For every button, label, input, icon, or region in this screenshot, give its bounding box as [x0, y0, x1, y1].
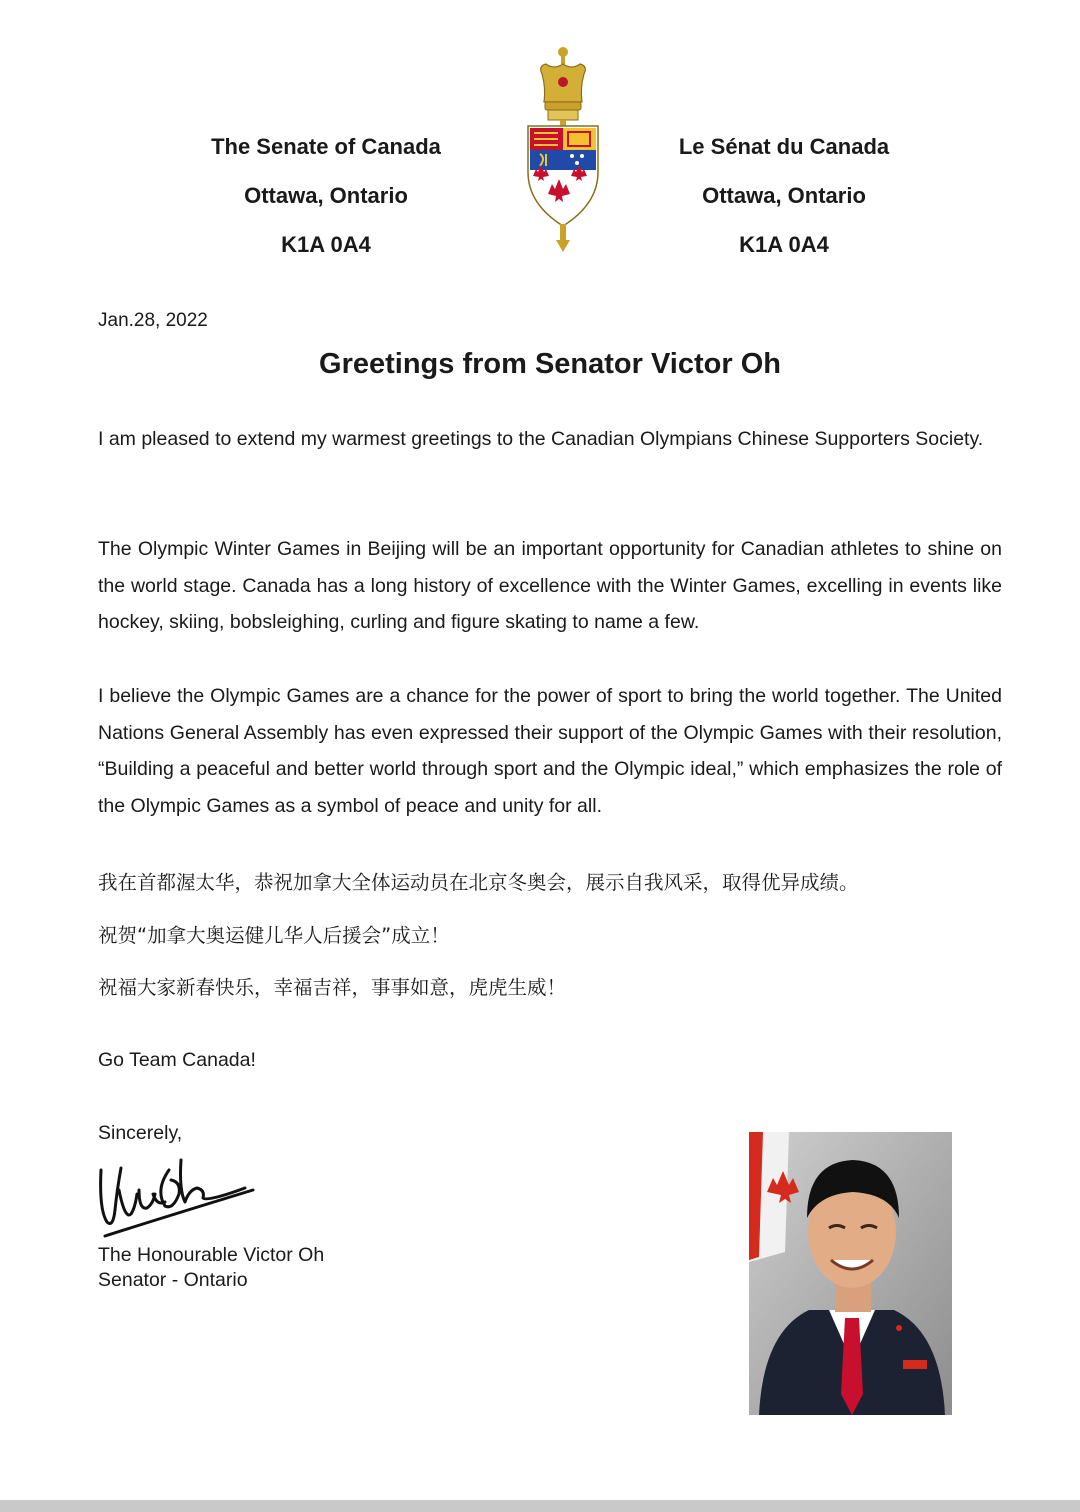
- senate-crest-icon: [518, 44, 608, 254]
- crown-icon: [541, 47, 586, 120]
- body-paragraph-1: I am pleased to extend my warmest greetings to the Canadian Olympians Chinese Supporters Society.: [98, 428, 984, 450]
- body-paragraph-2: The Olympic Winter Games in Beijing will be an important opportunity for Canadian athletes to shine on the world stage. Canada has a long history of excellence with the Winter Games, excelling in events like hockey, skiing, bobsleighing, curling and figure skating to name a few.: [98, 538, 1002, 634]
- senator-portrait-photo: [749, 1132, 952, 1415]
- letterhead-en-line3: K1A 0A4: [281, 232, 371, 257]
- letterhead-en-line1: The Senate of Canada: [211, 134, 441, 159]
- body-paragraph-3: I believe the Olympic Games are a chance for the power of sport to bring the world together. The United Nations General Assembly has even expressed their support of the Olympic Games with their resolution, “Building a peaceful and better world through sport and the Olympic ideal,” which emphasizes the role of the Olympic Games as a symbol of peace and unity for all.: [98, 685, 1002, 817]
- letterhead-fr-line2: Ottawa, Ontario: [702, 183, 866, 208]
- chinese-line-3: 祝福大家新春快乐，幸福吉祥，事事如意，虎虎生威！: [98, 976, 567, 999]
- letter-title: Greetings from Senator Victor Oh: [319, 348, 781, 380]
- letter-date: Jan.28, 2022: [98, 310, 208, 331]
- signature-image: [95, 1150, 260, 1240]
- chinese-line-1: 我在首都渥太华，恭祝加拿大全体运动员在北京冬奥会，展示自我风采，取得优异成绩。: [98, 871, 859, 894]
- letterhead-english: [176, 122, 476, 269]
- letterhead-en-line2: Ottawa, Ontario: [244, 183, 408, 208]
- signer-name: The Honourable Victor Oh: [98, 1244, 325, 1266]
- letterhead-french: [634, 122, 934, 269]
- chinese-line-2: 祝贺“加拿大奥运健儿华人后援会”成立！: [98, 924, 450, 947]
- signer-title: Senator - Ontario: [98, 1269, 248, 1291]
- closing-sincerely: Sincerely,: [98, 1122, 183, 1144]
- letterhead-fr-line3: K1A 0A4: [739, 232, 829, 257]
- letterhead-fr-line1: Le Sénat du Canada: [678, 134, 890, 159]
- shield-icon: [528, 126, 598, 226]
- bottom-bar: [0, 1500, 1080, 1512]
- closing-cheer: Go Team Canada!: [98, 1049, 256, 1071]
